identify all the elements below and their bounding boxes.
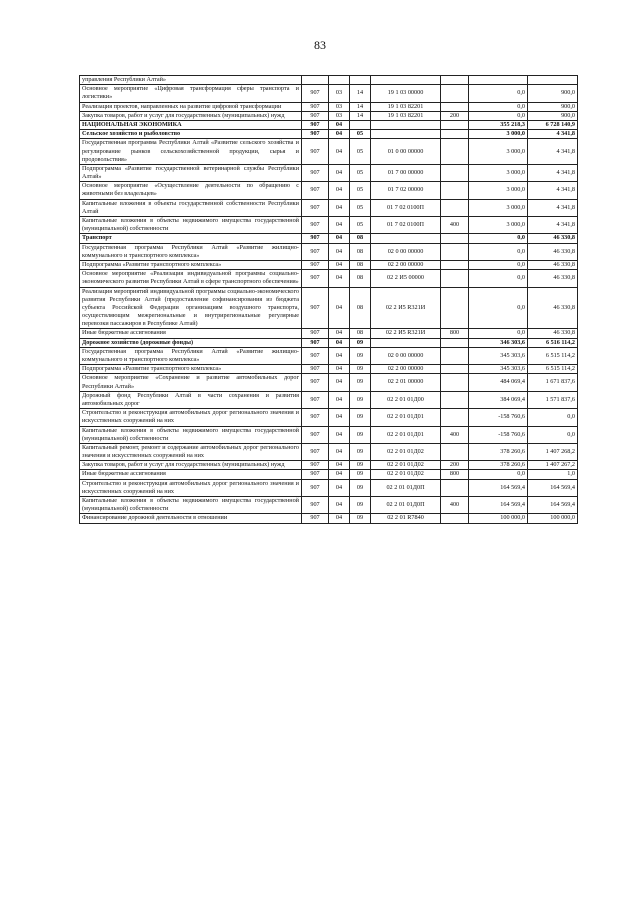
section-code: 04	[329, 470, 350, 479]
table-row	[80, 102, 578, 111]
table-row	[80, 111, 578, 120]
amount-total: 4 341,8	[528, 139, 578, 165]
amount-change: 0,0	[469, 111, 528, 120]
table-row	[80, 329, 578, 338]
target-article-code: 19 1 03 82201	[371, 111, 441, 120]
target-article-code: 02 2 И5 R321И	[371, 329, 441, 338]
expense-type-code	[441, 409, 469, 426]
row-name: Подпрограмма «Развитие транспортного комплекса»	[80, 365, 302, 374]
amount-change: 0,0	[469, 287, 528, 329]
section-code: 04	[329, 260, 350, 269]
amount-change: -158 760,6	[469, 426, 528, 443]
target-article-code: 02 2 01 01Д0П	[371, 497, 441, 514]
row-name: Транспорт	[80, 234, 302, 243]
subsection-code: 05	[350, 130, 371, 139]
amount-total: 1 407 268,2	[528, 443, 578, 460]
expense-type-code	[441, 85, 469, 102]
expense-type-code: 400	[441, 217, 469, 234]
amount-change: 345 303,6	[469, 347, 528, 364]
section-code: 04	[329, 479, 350, 496]
table-row	[80, 287, 578, 329]
dept-code: 907	[302, 338, 329, 347]
dept-code: 907	[302, 199, 329, 216]
row-name: Основное мероприятие «Цифровая трансформация сферы транспорта и логистики»	[80, 85, 302, 102]
amount-total: 4 341,8	[528, 217, 578, 234]
expense-type-code	[441, 102, 469, 111]
amount-total: 1 671 837,6	[528, 374, 578, 391]
table-row	[80, 365, 578, 374]
amount-change: 100 000,0	[469, 514, 528, 523]
dept-code: 907	[302, 461, 329, 470]
dept-code: 907	[302, 217, 329, 234]
subsection-code: 14	[350, 111, 371, 120]
subsection-code: 09	[350, 365, 371, 374]
table-row	[80, 182, 578, 199]
row-name: Основное мероприятие «Сохранение и развитие автомобильных дорог Республики Алтай»	[80, 374, 302, 391]
subsection-code: 09	[350, 470, 371, 479]
table-row	[80, 130, 578, 139]
expense-type-code	[441, 365, 469, 374]
subsection-code	[350, 120, 371, 129]
amount-change: 3 000,0	[469, 182, 528, 199]
table-row	[80, 479, 578, 496]
dept-code: 907	[302, 102, 329, 111]
subsection-code: 05	[350, 139, 371, 165]
target-article-code: 01 7 02 0100П	[371, 217, 441, 234]
amount-total: 6 515 114,2	[528, 365, 578, 374]
table-row	[80, 391, 578, 408]
table-row	[80, 260, 578, 269]
expense-type-code	[441, 199, 469, 216]
amount-total: 4 341,8	[528, 199, 578, 216]
section-code: 04	[329, 130, 350, 139]
subsection-code: 09	[350, 374, 371, 391]
section-code: 04	[329, 374, 350, 391]
row-name: Закупка товаров, работ и услуг для государственных (муниципальных) нужд	[80, 111, 302, 120]
subsection-code: 08	[350, 243, 371, 260]
row-name: Капитальные вложения в объекты недвижимого имущества государственной (муниципальной) собственности	[80, 426, 302, 443]
section-code: 04	[329, 217, 350, 234]
subsection-code	[350, 76, 371, 85]
section-code: 04	[329, 443, 350, 460]
section-code: 04	[329, 234, 350, 243]
row-name: Основное мероприятие «Реализация индивидуальной программы социально-экономического развития Республики Алтай в сфере транспортного обеспечения»	[80, 270, 302, 287]
subsection-code: 09	[350, 426, 371, 443]
amount-change: 346 303,6	[469, 338, 528, 347]
expense-type-code	[441, 287, 469, 329]
row-name: Дорожный фонд Республики Алтай в части сохранения и развития автомобильных дорог	[80, 391, 302, 408]
amount-total: 46 330,8	[528, 329, 578, 338]
row-name: Капитальный ремонт, ремонт и содержание автомобильных дорог регионального значения и искусственных сооружений на них	[80, 443, 302, 460]
dept-code: 907	[302, 243, 329, 260]
table-row	[80, 374, 578, 391]
expense-type-code	[441, 164, 469, 181]
target-article-code	[371, 130, 441, 139]
expense-type-code: 800	[441, 470, 469, 479]
row-name: Реализация проектов, направленных на развитие цифровой трансформации	[80, 102, 302, 111]
table-row	[80, 139, 578, 165]
expense-type-code	[441, 234, 469, 243]
section-code: 04	[329, 426, 350, 443]
amount-change: -158 760,6	[469, 409, 528, 426]
table-row	[80, 199, 578, 216]
amount-change: 0,0	[469, 234, 528, 243]
row-name: НАЦИОНАЛЬНАЯ ЭКОНОМИКА	[80, 120, 302, 129]
row-name: Закупка товаров, работ и услуг для государственных (муниципальных) нужд	[80, 461, 302, 470]
target-article-code	[371, 120, 441, 129]
expense-type-code	[441, 479, 469, 496]
subsection-code: 09	[350, 497, 371, 514]
target-article-code	[371, 234, 441, 243]
dept-code: 907	[302, 426, 329, 443]
target-article-code: 02 2 01 00000	[371, 374, 441, 391]
dept-code: 907	[302, 329, 329, 338]
subsection-code: 14	[350, 102, 371, 111]
row-name: Основное мероприятие «Осуществление деятельности по обращению с животными без владельцев»	[80, 182, 302, 199]
table-row	[80, 497, 578, 514]
expense-type-code	[441, 182, 469, 199]
amount-change: 0,0	[469, 243, 528, 260]
expense-type-code	[441, 374, 469, 391]
target-article-code: 01 7 02 0100П	[371, 199, 441, 216]
amount-total: 6 728 140,9	[528, 120, 578, 129]
section-code: 04	[329, 338, 350, 347]
expense-type-code	[441, 338, 469, 347]
subsection-code: 08	[350, 287, 371, 329]
dept-code: 907	[302, 139, 329, 165]
table-row	[80, 234, 578, 243]
row-name: Строительство и реконструкция автомобильных дорог регионального значения и искусственных сооружений на них	[80, 409, 302, 426]
section-code: 04	[329, 329, 350, 338]
row-name: Государственная программа Республики Алтай «Развитие сельского хозяйства и регулирование рынков сельскохозяйственной продукции, сырья и продовольствия»	[80, 139, 302, 165]
target-article-code: 01 7 00 00000	[371, 164, 441, 181]
row-name: Строительство и реконструкция автомобильных дорог регионального значения и искусственных сооружений на них	[80, 479, 302, 496]
amount-change: 0,0	[469, 260, 528, 269]
amount-change: 484 069,4	[469, 374, 528, 391]
row-name: Реализация мероприятий индивидуальной программы социально-экономического развития Республики Алтай (предоставление софинансирования из бюджета субъекта Российской Федерации организациям воздушного транспорта, осуществляющим межрегиональные и внутрирегиональные регулярные перевозки пассажиров в Республике Алтай)	[80, 287, 302, 329]
section-code: 04	[329, 199, 350, 216]
row-name: Капитальные вложения в объекты недвижимого имущества государственной (муниципальной) собственности	[80, 497, 302, 514]
target-article-code	[371, 338, 441, 347]
subsection-code: 09	[350, 409, 371, 426]
target-article-code: 02 2 00 00000	[371, 365, 441, 374]
dept-code	[302, 76, 329, 85]
dept-code: 907	[302, 514, 329, 523]
expense-type-code	[441, 443, 469, 460]
target-article-code: 02 2 00 00000	[371, 260, 441, 269]
subsection-code: 09	[350, 347, 371, 364]
amount-total: 4 341,8	[528, 130, 578, 139]
amount-total: 4 341,8	[528, 164, 578, 181]
dept-code: 907	[302, 120, 329, 129]
row-name: Подпрограмма «Развитие транспортного комплекса»	[80, 260, 302, 269]
section-code: 04	[329, 243, 350, 260]
amount-total: 164 569,4	[528, 497, 578, 514]
section-code	[329, 76, 350, 85]
row-name: Подпрограмма «Развитие государственной ветеринарной службы Республики Алтай»	[80, 164, 302, 181]
row-name: управления Республики Алтай»	[80, 76, 302, 85]
amount-total: 6 515 114,2	[528, 347, 578, 364]
section-code: 04	[329, 514, 350, 523]
amount-total: 0,0	[528, 426, 578, 443]
target-article-code: 01 7 02 00000	[371, 182, 441, 199]
dept-code: 907	[302, 470, 329, 479]
amount-change: 164 569,4	[469, 479, 528, 496]
budget-table	[79, 75, 578, 524]
table-row	[80, 409, 578, 426]
dept-code: 907	[302, 182, 329, 199]
dept-code: 907	[302, 85, 329, 102]
row-name: Государственная программа Республики Алтай «Развитие жилищно-коммунального и транспортного комплекса»	[80, 347, 302, 364]
dept-code: 907	[302, 111, 329, 120]
subsection-code: 08	[350, 234, 371, 243]
amount-change: 3 000,0	[469, 139, 528, 165]
target-article-code: 02 2 И5 00000	[371, 270, 441, 287]
table-row	[80, 243, 578, 260]
section-code: 04	[329, 287, 350, 329]
amount-total: 6 516 114,2	[528, 338, 578, 347]
expense-type-code	[441, 120, 469, 129]
target-article-code: 02 2 01 R7840	[371, 514, 441, 523]
amount-change: 164 569,4	[469, 497, 528, 514]
amount-total: 46 330,8	[528, 287, 578, 329]
subsection-code: 09	[350, 461, 371, 470]
budget-table-body	[80, 76, 578, 524]
subsection-code: 05	[350, 182, 371, 199]
amount-total: 100 000,0	[528, 514, 578, 523]
amount-total: 1 571 837,6	[528, 391, 578, 408]
section-code: 04	[329, 497, 350, 514]
amount-change: 0,0	[469, 102, 528, 111]
amount-total: 900,0	[528, 111, 578, 120]
amount-total: 164 569,4	[528, 479, 578, 496]
target-article-code: 02 2 01 01Д01	[371, 426, 441, 443]
section-code: 04	[329, 139, 350, 165]
table-row	[80, 120, 578, 129]
expense-type-code	[441, 243, 469, 260]
amount-total: 46 330,8	[528, 260, 578, 269]
target-article-code: 19 1 03 82201	[371, 102, 441, 111]
amount-total: 900,0	[528, 102, 578, 111]
target-article-code: 02 0 00 00000	[371, 243, 441, 260]
amount-total: 1 407 267,2	[528, 461, 578, 470]
subsection-code: 08	[350, 270, 371, 287]
subsection-code: 09	[350, 443, 371, 460]
dept-code: 907	[302, 270, 329, 287]
dept-code: 907	[302, 409, 329, 426]
expense-type-code: 800	[441, 329, 469, 338]
subsection-code: 14	[350, 85, 371, 102]
amount-change: 3 000,0	[469, 199, 528, 216]
expense-type-code	[441, 76, 469, 85]
row-name: Финансирование дорожной деятельности в отношении	[80, 514, 302, 523]
target-article-code: 02 2 И5 R321И	[371, 287, 441, 329]
dept-code: 907	[302, 347, 329, 364]
target-article-code: 02 2 01 01Д02	[371, 461, 441, 470]
section-code: 04	[329, 182, 350, 199]
subsection-code: 09	[350, 514, 371, 523]
target-article-code: 02 2 01 01Д00	[371, 391, 441, 408]
amount-change: 0,0	[469, 270, 528, 287]
table-row	[80, 164, 578, 181]
row-name: Дорожное хозяйство (дорожные фонды)	[80, 338, 302, 347]
expense-type-code: 200	[441, 111, 469, 120]
expense-type-code: 400	[441, 497, 469, 514]
section-code: 03	[329, 102, 350, 111]
expense-type-code: 400	[441, 426, 469, 443]
amount-change: 384 069,4	[469, 391, 528, 408]
expense-type-code: 200	[441, 461, 469, 470]
dept-code: 907	[302, 287, 329, 329]
dept-code: 907	[302, 497, 329, 514]
dept-code: 907	[302, 374, 329, 391]
row-name: Капитальные вложения в объекты государственной собственности Республики Алтай	[80, 199, 302, 216]
table-row	[80, 76, 578, 85]
amount-change: 3 000,0	[469, 130, 528, 139]
table-row	[80, 426, 578, 443]
expense-type-code	[441, 270, 469, 287]
amount-change: 0,0	[469, 329, 528, 338]
amount-total: 1,0	[528, 470, 578, 479]
page-number: 83	[314, 38, 326, 52]
target-article-code: 01 0 00 00000	[371, 139, 441, 165]
section-code: 04	[329, 391, 350, 408]
subsection-code: 05	[350, 164, 371, 181]
amount-total: 46 330,8	[528, 243, 578, 260]
table-row	[80, 470, 578, 479]
section-code: 03	[329, 111, 350, 120]
amount-total	[528, 76, 578, 85]
amount-change: 3 000,0	[469, 217, 528, 234]
table-row	[80, 85, 578, 102]
section-code: 04	[329, 365, 350, 374]
dept-code: 907	[302, 164, 329, 181]
subsection-code: 09	[350, 479, 371, 496]
target-article-code: 02 2 01 01Д02	[371, 443, 441, 460]
target-article-code: 02 2 01 01Д0П	[371, 479, 441, 496]
expense-type-code	[441, 514, 469, 523]
amount-change: 378 260,6	[469, 443, 528, 460]
amount-change: 0,0	[469, 470, 528, 479]
row-name: Сельское хозяйство и рыболовство	[80, 130, 302, 139]
table-row	[80, 270, 578, 287]
dept-code: 907	[302, 443, 329, 460]
amount-total: 0,0	[528, 409, 578, 426]
table-row	[80, 514, 578, 523]
amount-change: 0,0	[469, 85, 528, 102]
section-code: 04	[329, 270, 350, 287]
target-article-code: 19 1 03 00000	[371, 85, 441, 102]
subsection-code: 08	[350, 329, 371, 338]
amount-change: 355 218,3	[469, 120, 528, 129]
row-name: Государственная программа Республики Алтай «Развитие жилищно-коммунального и транспортного комплекса»	[80, 243, 302, 260]
expense-type-code	[441, 391, 469, 408]
amount-total: 46 330,8	[528, 234, 578, 243]
subsection-code: 05	[350, 217, 371, 234]
table-row	[80, 347, 578, 364]
table-row	[80, 461, 578, 470]
subsection-code: 08	[350, 260, 371, 269]
amount-change: 378 260,6	[469, 461, 528, 470]
table-row	[80, 217, 578, 234]
target-article-code: 02 2 01 01Д02	[371, 470, 441, 479]
amount-total: 46 330,8	[528, 270, 578, 287]
target-article-code: 02 2 01 01Д01	[371, 409, 441, 426]
dept-code: 907	[302, 234, 329, 243]
amount-total: 4 341,8	[528, 182, 578, 199]
subsection-code: 05	[350, 199, 371, 216]
amount-change	[469, 76, 528, 85]
table-row	[80, 338, 578, 347]
section-code: 04	[329, 347, 350, 364]
section-code: 04	[329, 461, 350, 470]
amount-change: 345 303,6	[469, 365, 528, 374]
subsection-code: 09	[350, 338, 371, 347]
expense-type-code	[441, 260, 469, 269]
expense-type-code	[441, 139, 469, 165]
section-code: 04	[329, 409, 350, 426]
row-name: Иные бюджетные ассигнования	[80, 470, 302, 479]
dept-code: 907	[302, 365, 329, 374]
row-name: Иные бюджетные ассигнования	[80, 329, 302, 338]
dept-code: 907	[302, 391, 329, 408]
expense-type-code	[441, 347, 469, 364]
target-article-code	[371, 76, 441, 85]
dept-code: 907	[302, 130, 329, 139]
dept-code: 907	[302, 260, 329, 269]
table-row	[80, 443, 578, 460]
amount-total: 900,0	[528, 85, 578, 102]
target-article-code: 02 0 00 00000	[371, 347, 441, 364]
subsection-code: 09	[350, 391, 371, 408]
row-name: Капитальные вложения в объекты недвижимого имущества государственной (муниципальной) собственности	[80, 217, 302, 234]
section-code: 04	[329, 120, 350, 129]
section-code: 04	[329, 164, 350, 181]
expense-type-code	[441, 130, 469, 139]
section-code: 03	[329, 85, 350, 102]
amount-change: 3 000,0	[469, 164, 528, 181]
dept-code: 907	[302, 479, 329, 496]
